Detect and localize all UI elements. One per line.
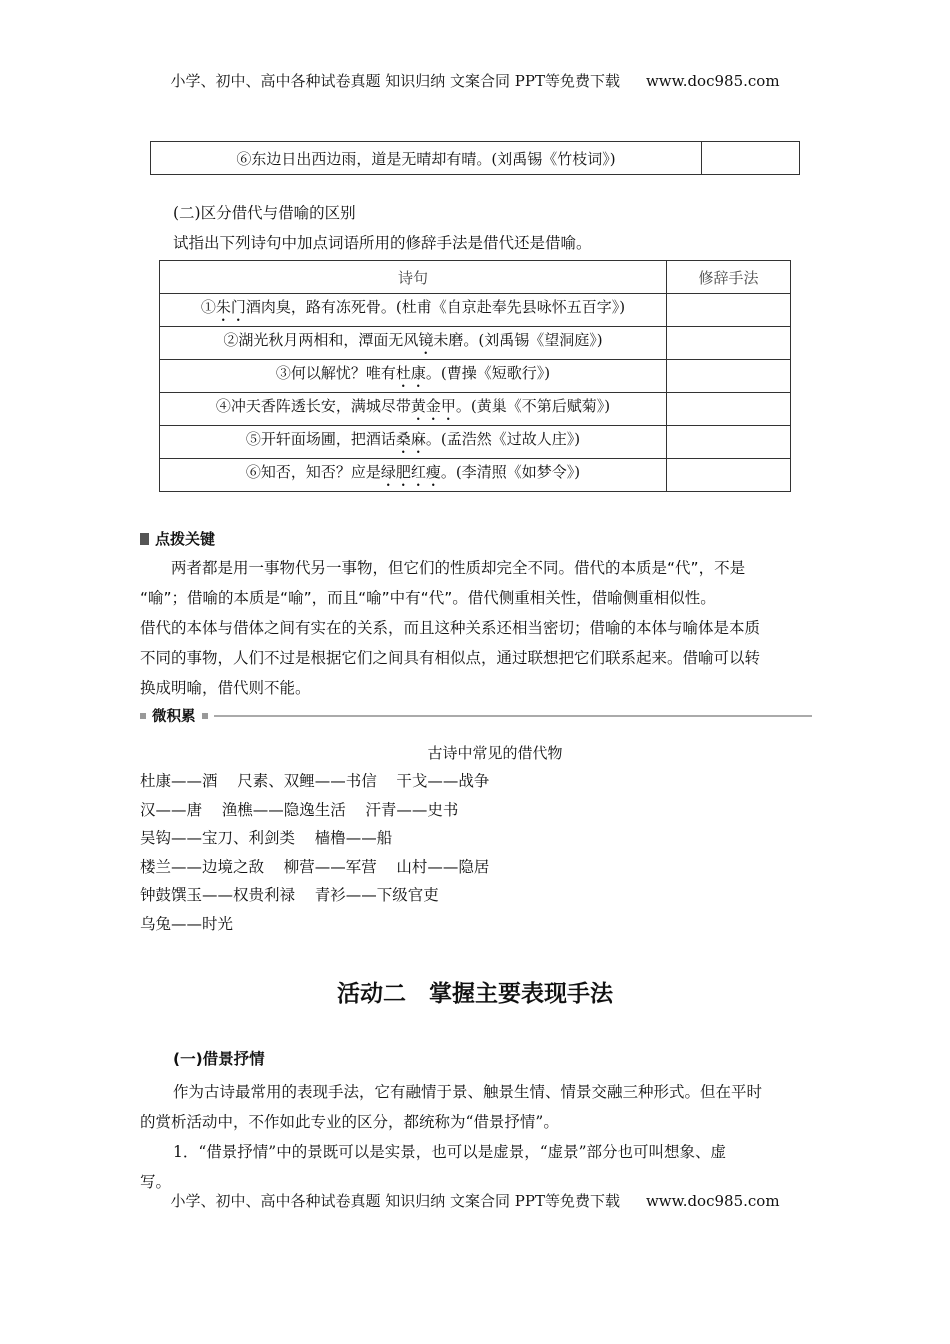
table-row	[160, 426, 791, 459]
table-row	[160, 327, 791, 360]
accum-title	[140, 705, 812, 726]
top-table	[150, 141, 800, 175]
key-title	[140, 528, 215, 549]
footer-url: www.doc985.com	[645, 1192, 780, 1210]
poem-cell	[160, 426, 667, 459]
dotted-word: 朱门	[215, 297, 246, 316]
page-footer	[0, 1190, 950, 1211]
text-line: 两者都是用一事物代另一事物，但它们的性质却完全不同。借代的本质是“代”，不是	[171, 559, 746, 577]
table-row	[160, 393, 791, 426]
accum-title-text: 微积累	[152, 709, 196, 725]
text-line: 作为古诗最常用的表现手法，它有融情于景、触景生情、情景交融三种形式。但在平时	[173, 1083, 763, 1101]
rhetoric-table	[159, 260, 791, 492]
col-header: 诗句	[160, 261, 667, 294]
header-text: 小学、初中、高中各种试卷真题 知识归纳 文案合同 PPT等免费下载	[170, 72, 620, 90]
key-paragraph	[140, 553, 820, 703]
answer-cell[interactable]	[667, 459, 791, 492]
poem-cell	[160, 294, 667, 327]
list-item: 杜康——酒 尺素、双鲤——书信 干戈——战争	[140, 772, 490, 790]
table-cell-empty	[702, 142, 800, 175]
dotted-word: 镜	[418, 330, 434, 349]
poem-text: 。(曹操《短歌行》)	[425, 363, 551, 382]
poem-cell	[160, 459, 667, 492]
poem-text: 。(黄巢《不第后赋菊》)	[455, 396, 611, 415]
poem-text: 酒肉臭，路有冻死骨。(杜甫《自京赴奉先县咏怀五百字》)	[245, 297, 626, 316]
list-item: 吴钩——宝刀、利剑类 樯橹——船	[140, 829, 393, 847]
accum-subtitle: 古诗中常见的借代物	[427, 744, 563, 762]
dotted-word: 黄金甲	[410, 396, 456, 415]
activity-paragraph	[140, 1077, 820, 1197]
dotted-word: 绿肥红瘦	[380, 462, 441, 481]
answer-cell[interactable]	[667, 426, 791, 459]
key-title-text: 点拨关键	[155, 530, 216, 548]
dotted-word: 杜康	[395, 363, 426, 382]
col-header: 修辞手法	[667, 261, 791, 294]
answer-cell[interactable]	[667, 294, 791, 327]
text-line: 借代的本体与借体之间有实在的关系，而且这种关系还相当密切；借喻的本体与喻体是本质	[140, 619, 761, 637]
poem-cell	[160, 327, 667, 360]
poem-text: 未磨。(刘禹锡《望洞庭》)	[433, 330, 603, 349]
instruction: 试指出下列诗句中加点词语所用的修辞手法是借代还是借喻。	[173, 234, 592, 252]
section-title: (二)区分借代与借喻的区别	[173, 204, 356, 222]
table-row	[160, 294, 791, 327]
table-row	[160, 459, 791, 492]
text-line: 1．“借景抒情”中的景既可以是实景，也可以是虚景，“虚景”部分也可叫想象、虚	[173, 1143, 727, 1161]
text-line: “喻”；借喻的本质是“喻”，而且“喻”中有“代”。借代侧重相关性，借喻侧重相似性。	[140, 589, 716, 607]
poem-text: ②湖光秋月两相和，潭面无风	[223, 330, 419, 349]
poem-text: 。(李清照《如梦令》)	[440, 462, 581, 481]
poem-cell	[160, 360, 667, 393]
list-item: 楼兰——边境之敌 柳营——军营 山村——隐居	[140, 857, 490, 876]
list-item: 汉——唐 渔樵——隐逸生活 汗青——史书	[140, 800, 459, 819]
activity-subtitle: (一)借景抒情	[173, 1050, 265, 1068]
table-row	[160, 360, 791, 393]
header-url: www.doc985.com	[645, 72, 780, 90]
poem-text: ④冲天香阵透长安，满城尽带	[215, 396, 411, 415]
text-line: 换成明喻，借代则不能。	[140, 679, 311, 697]
answer-cell[interactable]	[667, 327, 791, 360]
footer-text: 小学、初中、高中各种试卷真题 知识归纳 文案合同 PPT等免费下载	[170, 1192, 620, 1210]
dotted-word: 桑麻	[395, 429, 426, 448]
poem-text: ⑤开轩面场圃，把酒话	[245, 429, 396, 448]
text-line: 不同的事物，人们不过是根据它们之间具有相似点，通过联想把它们联系起来。借喻可以转	[140, 649, 761, 667]
poem-text: ①	[200, 297, 216, 316]
answer-cell[interactable]	[667, 360, 791, 393]
poem-cell	[160, 393, 667, 426]
activity-title: 活动二 掌握主要表现手法	[337, 980, 613, 1007]
answer-cell[interactable]	[667, 393, 791, 426]
page-header	[0, 70, 950, 91]
table-cell: ⑥东边日出西边雨，道是无晴却有晴。(刘禹锡《竹枝词》)	[151, 142, 702, 175]
list-item: 乌兔——时光	[140, 914, 234, 933]
divider	[214, 715, 813, 717]
list-item: 钟鼓馔玉——权贵利禄 青衫——下级官吏	[140, 886, 439, 904]
accum-list	[140, 767, 489, 938]
poem-text: ③何以解忧？唯有	[275, 363, 396, 382]
poem-text: ⑥知否，知否？应是	[245, 462, 381, 481]
text-line: 写。	[140, 1173, 172, 1191]
text-line: 的赏析活动中，不作如此专业的区分，都统称为“借景抒情”。	[140, 1113, 559, 1131]
poem-text: 。(孟浩然《过故人庄》)	[425, 429, 581, 448]
